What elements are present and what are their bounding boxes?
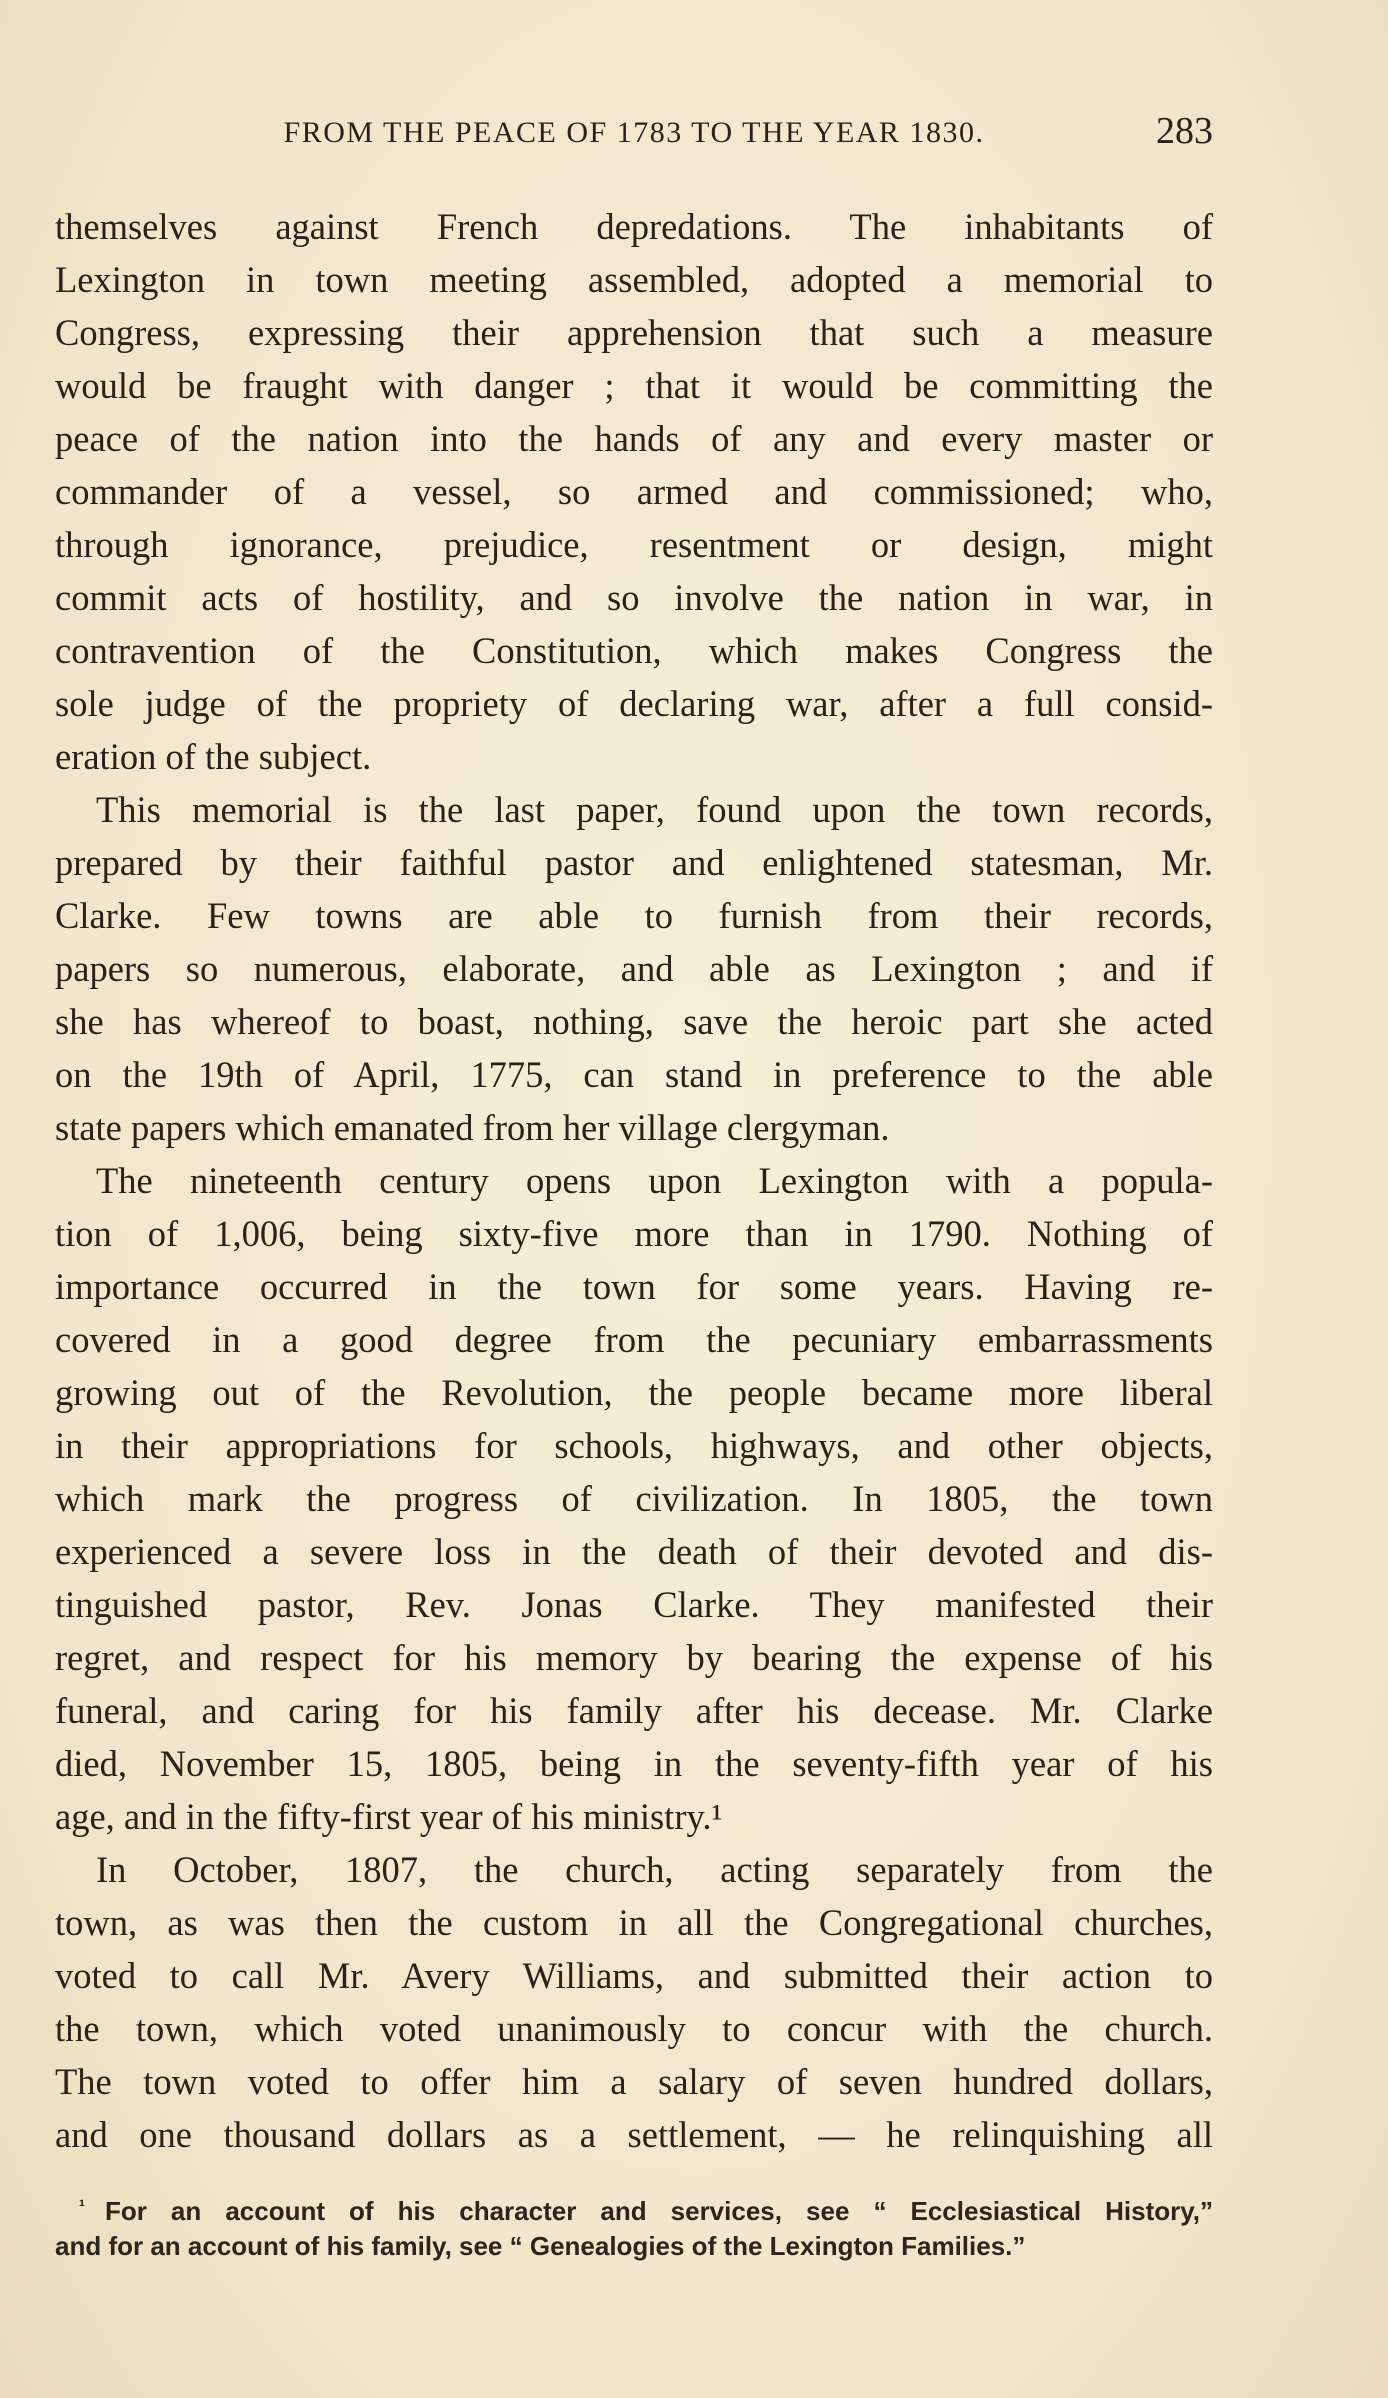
- text-line: in their appropriations for schools, highways, and other objects,: [55, 1425, 1213, 1466]
- text-line: the town, which voted unanimously to concur with the church.: [55, 2008, 1213, 2049]
- text-line: Clarke. Few towns are able to furnish from their records,: [55, 895, 1213, 936]
- text-line: The nineteenth century opens upon Lexington with a popula-: [96, 1160, 1213, 1201]
- text-line: commit acts of hostility, and so involve the nation in war, in: [55, 577, 1213, 618]
- text-line: on the 19th of April, 1775, can stand in preference to the able: [55, 1054, 1213, 1095]
- text-line: and one thousand dollars as a settlement, — he relinquishing all: [55, 2114, 1213, 2155]
- text-line: regret, and respect for his memory by bearing the expense of his: [55, 1637, 1213, 1678]
- text-line: themselves against French depredations. The inhabitants of: [55, 206, 1213, 247]
- text-line: she has whereof to boast, nothing, save the heroic part she acted: [55, 1001, 1213, 1042]
- footnote-text: For an account of his character and services, see “ Ecclesiastical History,”: [105, 2196, 1213, 2226]
- text-line: growing out of the Revolution, the people became more liberal: [55, 1372, 1213, 1413]
- text-line: which mark the progress of civilization. In 1805, the town: [55, 1478, 1213, 1519]
- text-line: voted to call Mr. Avery Williams, and submitted their action to: [55, 1955, 1213, 1996]
- text-line: The town voted to offer him a salary of seven hundred dollars,: [55, 2061, 1213, 2102]
- page-number: 283: [1156, 110, 1213, 152]
- footnote-line: [55, 2186, 1213, 2226]
- text-line: Congress, expressing their apprehension that such a measure: [55, 312, 1213, 353]
- text-line: eration of the subject.: [55, 736, 372, 777]
- text-line: commander of a vessel, so armed and commissioned; who,: [55, 471, 1213, 512]
- text-line: covered in a good degree from the pecuniary embarrassments: [55, 1319, 1213, 1360]
- text-line: died, November 15, 1805, being in the seventy-fifth year of his: [55, 1743, 1213, 1784]
- paragraph: [55, 783, 1213, 1154]
- text-line: sole judge of the propriety of declaring war, after a full consid-: [55, 683, 1213, 724]
- running-head: FROM THE PEACE OF 1783 TO THE YEAR 1830.: [283, 116, 985, 149]
- paragraph: [55, 1154, 1213, 1843]
- footnote-line: and for an account of his family, see “ Genealogies of the Lexington Families.”: [55, 2231, 1026, 2261]
- text-line: would be fraught with danger ; that it would be committing the: [55, 365, 1213, 406]
- footnote-mark: ¹: [79, 2196, 85, 2216]
- text-line: funeral, and caring for his family after his decease. Mr. Clarke: [55, 1690, 1213, 1731]
- text-line: age, and in the fifty-first year of his ministry.¹: [55, 1796, 723, 1837]
- text-line: In October, 1807, the church, acting separately from the: [96, 1849, 1213, 1890]
- footnotes: [55, 2186, 1213, 2266]
- text-line: town, as was then the custom in all the Congregational churches,: [55, 1902, 1213, 1943]
- body-text: [55, 200, 1213, 2161]
- text-line: This memorial is the last paper, found upon the town records,: [96, 789, 1213, 830]
- text-line: tinguished pastor, Rev. Jonas Clarke. They manifested their: [55, 1584, 1213, 1625]
- paragraph: [55, 200, 1213, 783]
- text-line: contravention of the Constitution, which makes Congress the: [55, 630, 1213, 671]
- text-line: tion of 1,006, being sixty-five more than in 1790. Nothing of: [55, 1213, 1213, 1254]
- text-line: importance occurred in the town for some years. Having re-: [55, 1266, 1213, 1307]
- page-header: [55, 108, 1213, 158]
- text-line: through ignorance, prejudice, resentment or design, might: [55, 524, 1213, 565]
- text-line: state papers which emanated from her village clergyman.: [55, 1107, 890, 1148]
- text-line: Lexington in town meeting assembled, adopted a memorial to: [55, 259, 1213, 300]
- text-line: experienced a severe loss in the death of their devoted and dis-: [55, 1531, 1213, 1572]
- paragraph: [55, 1843, 1213, 2161]
- text-line: papers so numerous, elaborate, and able as Lexington ; and if: [55, 948, 1213, 989]
- text-line: prepared by their faithful pastor and enlightened statesman, Mr.: [55, 842, 1213, 883]
- text-line: peace of the nation into the hands of any and every master or: [55, 418, 1213, 459]
